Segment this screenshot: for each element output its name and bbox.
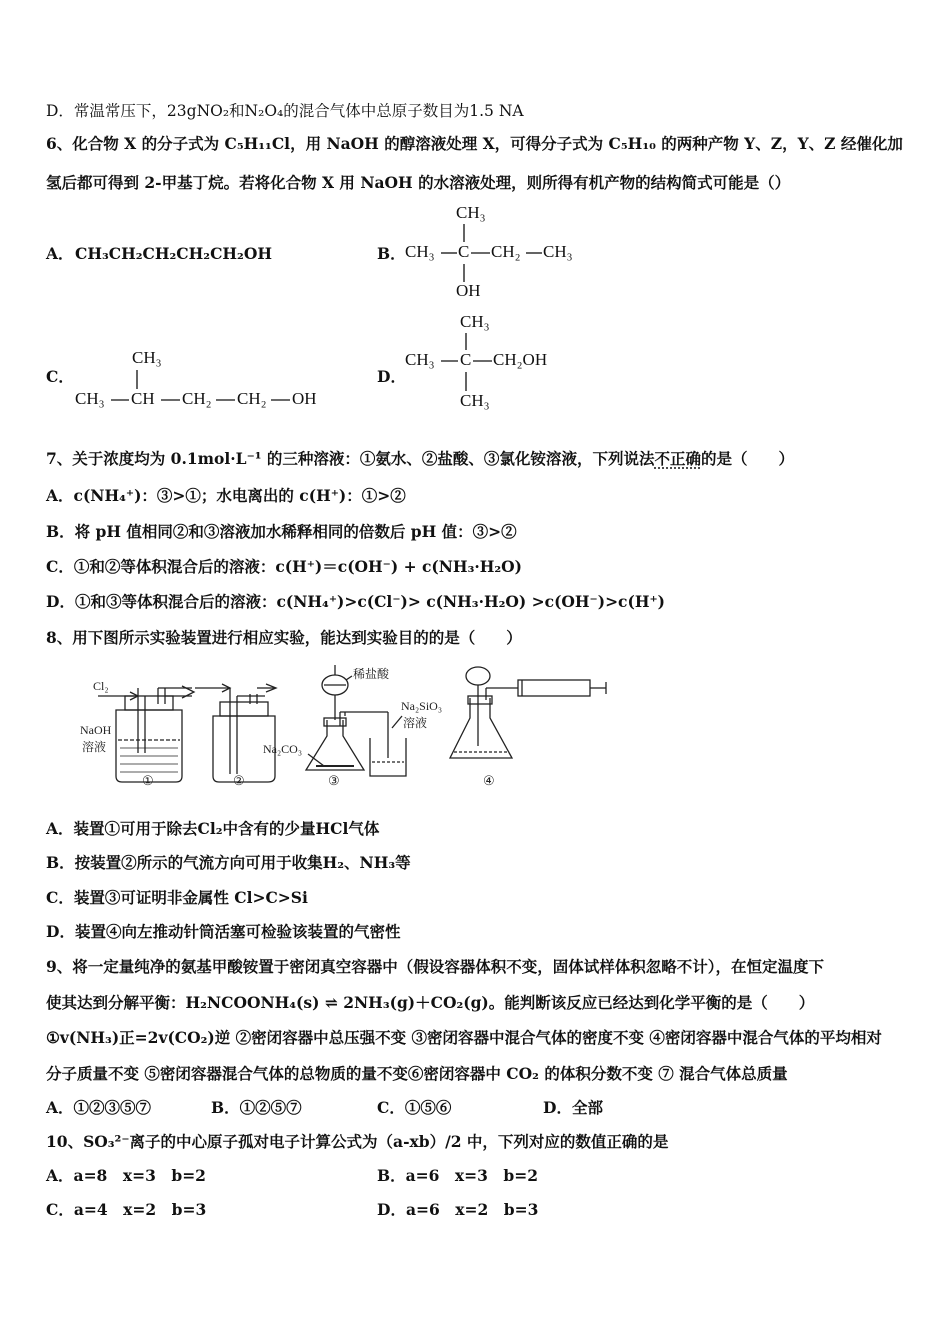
label-na2co3: Na₂CO₃ <box>263 742 303 756</box>
q7-option-d: D．①和③等体积混合后的溶液：c(NH₄⁺)>c(Cl⁻)> c(NH₃·H₂O) >c(OH⁻)>c(H⁺) <box>46 592 665 611</box>
q9-option-a: A．①②③⑤⑦ <box>46 1098 152 1117</box>
b-bottom-oh: OH <box>456 281 481 300</box>
label-na2sio3: Na₂SiO₃ <box>401 699 443 713</box>
b-top-ch3: CH₃ <box>456 203 486 222</box>
q8-option-c: C．装置③可证明非金属性 Cl>C>Si <box>46 888 308 907</box>
q10-option-c: C．a=4 x=2 b=3 <box>46 1200 207 1219</box>
label-naoh: NaOH <box>80 723 112 737</box>
label-dilute-hcl: 稀盐酸 <box>353 667 390 681</box>
q6-option-c-label: C． <box>46 367 74 386</box>
d-center-c: C <box>460 350 472 369</box>
b-right-ch3: CH₃ <box>543 242 573 261</box>
c-oh: OH <box>292 389 317 408</box>
c-ch2-b: CH₂ <box>237 389 267 408</box>
q8-apparatus-figure <box>70 658 630 790</box>
q9-stem-line4: 分子质量不变 ⑤密闭容器混合气体的总物质的量不变⑥密闭容器中 CO₂ 的体积分数不变 ⑦ 混合气体总质量 <box>46 1064 788 1083</box>
q6-option-b-label: B． <box>377 244 406 263</box>
q9-stem-line2: 使其达到分解平衡：H₂NCOONH₄(s) ⇌ 2NH₃(g)＋CO₂(g)。能判断该反应已经达到化学平衡的是（ ） <box>46 993 815 1012</box>
q7-option-a: A．c(NH₄⁺)：③>①；水电离出的 c(H⁺)：①>② <box>46 486 406 505</box>
label-apparatus-4: ④ <box>483 773 495 788</box>
q7-stem-end: 的是（ ） <box>700 449 794 468</box>
q7-stem <box>46 448 794 470</box>
b-right-ch2: CH₂ <box>491 242 521 261</box>
label-naoh-solution: 溶液 <box>82 740 107 754</box>
q8-stem: 8、用下图所示实验装置进行相应实验，能达到实验目的的是（ ） <box>46 628 522 647</box>
c-ch3: CH₃ <box>75 389 105 408</box>
d-left-ch3: CH₃ <box>405 350 435 369</box>
label-apparatus-2: ② <box>233 773 245 788</box>
q6-stem-line2: 氢后都可得到 2-甲基丁烷。若将化合物 X 用 NaOH 的水溶液处理，则所得有机产物的结构简式可能是（） <box>46 173 791 192</box>
q9-option-b: B．①②⑤⑦ <box>211 1098 302 1117</box>
b-left-ch3: CH₃ <box>405 242 435 261</box>
q9-stem-line3: ①v(NH₃)正=2v(CO₂)逆 ②密闭容器中总压强不变 ③密闭容器中混合气体的密度不变 ④密闭容器中混合气体的平均相对 <box>46 1028 882 1047</box>
label-apparatus-3: ③ <box>328 773 340 788</box>
c-top-ch3: CH₃ <box>132 348 162 367</box>
q7-emphasis: 不正确 <box>654 449 701 468</box>
q9-option-d: D．全部 <box>543 1098 603 1117</box>
q8-option-a: A．装置①可用于除去Cl₂中含有的少量HCl气体 <box>46 819 380 838</box>
q10-stem: 10、SO₃²⁻离子的中心原子孤对电子计算公式为（a-xb）/2 中，下列对应的数值正确的是 <box>46 1132 669 1151</box>
label-cl2: Cl₂ <box>93 679 109 693</box>
q7-stem-text: 7、关于浓度均为 0.1mol·L⁻¹ 的三种溶液：①氨水、②盐酸、③氯化铵溶液，下列说法 <box>46 449 655 468</box>
q8-option-b: B．按装置②所示的气流方向可用于收集H₂、NH₃等 <box>46 853 411 872</box>
q5-option-d: D．常温常压下，23gNO₂和N₂O₄的混合气体中总原子数目为1.5 NA <box>46 102 524 120</box>
q8-option-d: D．装置④向左推动针筒活塞可检验该装置的气密性 <box>46 922 401 941</box>
b-center-c: C <box>458 242 470 261</box>
d-right-ch2oh: CH₂OH <box>493 350 548 369</box>
d-bottom-ch3: CH₃ <box>460 391 490 410</box>
q10-option-b: B．a=6 x=3 b=2 <box>377 1166 539 1185</box>
c-ch2-a: CH₂ <box>182 389 212 408</box>
label-na2sio3-solution: 溶液 <box>403 716 428 730</box>
c-ch: CH <box>131 389 155 408</box>
q9-option-c: C．①⑤⑥ <box>377 1098 452 1117</box>
q7-option-c: C．①和②等体积混合后的溶液：c(H⁺)＝c(OH⁻) + c(NH₃·H₂O) <box>46 557 523 576</box>
label-apparatus-1: ① <box>142 773 154 788</box>
q6-stem-line1: 6、化合物 X 的分子式为 C₅H₁₁Cl，用 NaOH 的醇溶液处理 X，可得分子式为 C₅H₁₀ 的两种产物 Y、Z，Y、Z 经催化加 <box>46 134 903 153</box>
d-top-ch3: CH₃ <box>460 312 490 331</box>
q7-option-b: B．将 pH 值相同②和③溶液加水稀释相同的倍数后 pH 值：③>② <box>46 522 517 541</box>
q9-stem-line1: 9、将一定量纯净的氨基甲酸铵置于密闭真空容器中（假设容器体积不变，固体试样体积忽略不计），在恒定温度下 <box>46 957 825 976</box>
q10-option-d: D．a=6 x=2 b=3 <box>377 1200 539 1219</box>
q6-option-d-label: D． <box>377 367 406 386</box>
q6-option-a-label: A． <box>46 244 74 263</box>
q6-option-a-formula: CH₃CH₂CH₂CH₂CH₂OH <box>75 244 272 263</box>
q10-option-a: A．a=8 x=3 b=2 <box>46 1166 206 1185</box>
